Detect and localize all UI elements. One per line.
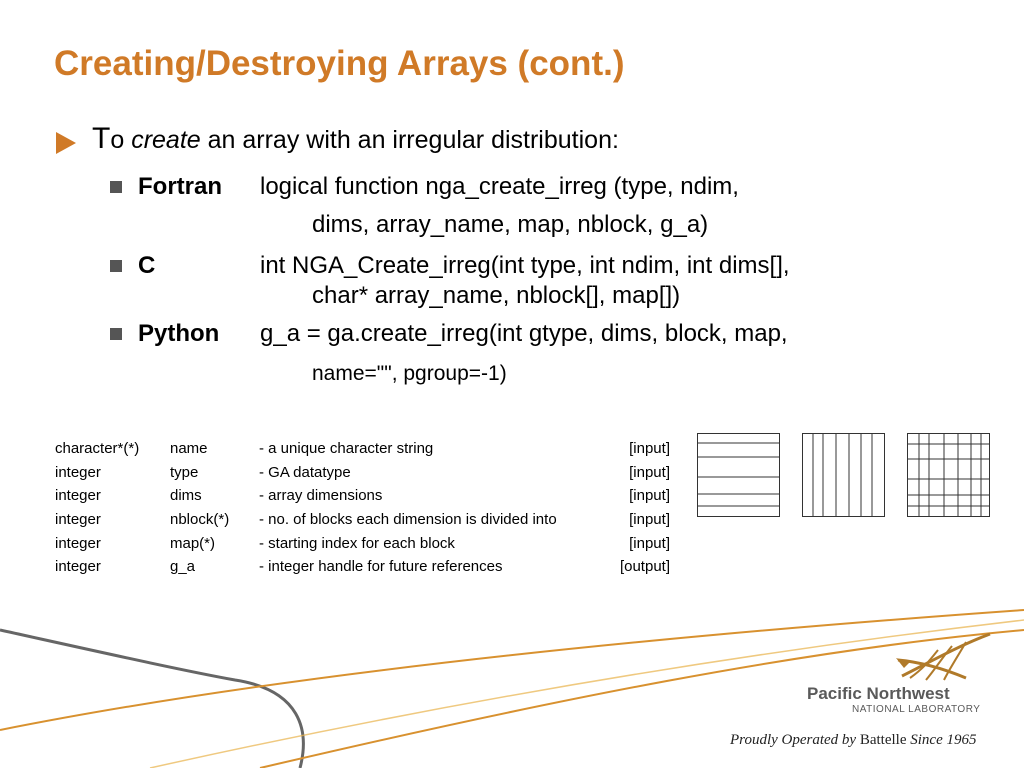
- param-row: [55, 558, 670, 578]
- param-name: map(*): [170, 535, 216, 552]
- param-description: - integer handle for future references: [259, 558, 503, 575]
- square-bullet-icon: [110, 328, 122, 340]
- square-bullet-icon: [110, 181, 122, 193]
- org-subtitle: NATIONAL LABORATORY: [852, 704, 981, 715]
- param-name: nblock(*): [170, 511, 230, 528]
- param-type: integer: [55, 511, 101, 528]
- param-description: - no. of blocks each dimension is divided into: [259, 511, 557, 528]
- param-io: [input]: [629, 464, 670, 481]
- bullet-lead-rest: o: [110, 126, 132, 154]
- param-row: [55, 487, 670, 507]
- tagline-proudly: Proudly Operated by: [730, 732, 860, 748]
- param-name: dims: [170, 487, 202, 504]
- column-distribution-diagram: [802, 433, 886, 519]
- bullet-rest: an array with an irregular distribution:: [200, 126, 619, 154]
- param-io: [input]: [629, 487, 670, 504]
- tagline-battelle: Battelle: [859, 732, 907, 748]
- main-bullet-text: [92, 122, 619, 156]
- square-bullet-icon: [110, 260, 122, 272]
- tagline-since: Since 1965: [906, 732, 977, 748]
- param-io: [output]: [619, 558, 670, 575]
- param-type: integer: [55, 558, 101, 575]
- param-io: [input]: [629, 440, 670, 457]
- language-label-python: Python: [138, 320, 220, 347]
- param-description: - array dimensions: [259, 487, 383, 504]
- slide-title: Creating/Destroying Arrays (cont.): [54, 44, 625, 83]
- param-row: [55, 511, 670, 531]
- footer-tagline: [730, 732, 976, 749]
- org-name: Pacific Northwest: [807, 684, 950, 703]
- fortran-signature-line2: dims, array_name, map, nblock, g_a): [312, 211, 709, 238]
- param-io: [input]: [629, 511, 670, 528]
- param-io: [input]: [629, 535, 670, 552]
- param-name: type: [170, 464, 199, 481]
- param-type: character*(*): [55, 440, 140, 457]
- param-description: - a unique character string: [259, 440, 434, 457]
- param-type: integer: [55, 464, 101, 481]
- language-label-c: C: [138, 252, 156, 279]
- param-type: integer: [55, 535, 101, 552]
- bullet-lead-letter: T: [92, 122, 111, 155]
- param-row: [55, 464, 670, 484]
- python-signature-line1: g_a = ga.create_irreg(int gtype, dims, block, map,: [260, 320, 788, 347]
- param-row: [55, 440, 670, 460]
- language-label-fortran: Fortran: [138, 173, 222, 200]
- triangle-bullet-icon: [56, 132, 76, 154]
- param-name: name: [170, 440, 208, 457]
- row-distribution-diagram: [697, 433, 781, 519]
- python-signature-line2: name="", pgroup=-1): [312, 362, 507, 385]
- c-signature-line1: int NGA_Create_irreg(int type, int ndim, int dims[],: [260, 252, 790, 279]
- param-row: [55, 535, 670, 555]
- block-distribution-diagram: [907, 433, 991, 519]
- param-description: - GA datatype: [259, 464, 351, 481]
- pnnl-logo-icon: [890, 632, 995, 684]
- bullet-emphasis: create: [131, 126, 201, 154]
- c-signature-line2: char* array_name, nblock[], map[]): [312, 282, 681, 309]
- param-name: g_a: [170, 558, 196, 575]
- fortran-signature-line1: logical function nga_create_irreg (type, ndim,: [260, 173, 739, 200]
- param-description: - starting index for each block: [259, 535, 455, 552]
- param-type: integer: [55, 487, 101, 504]
